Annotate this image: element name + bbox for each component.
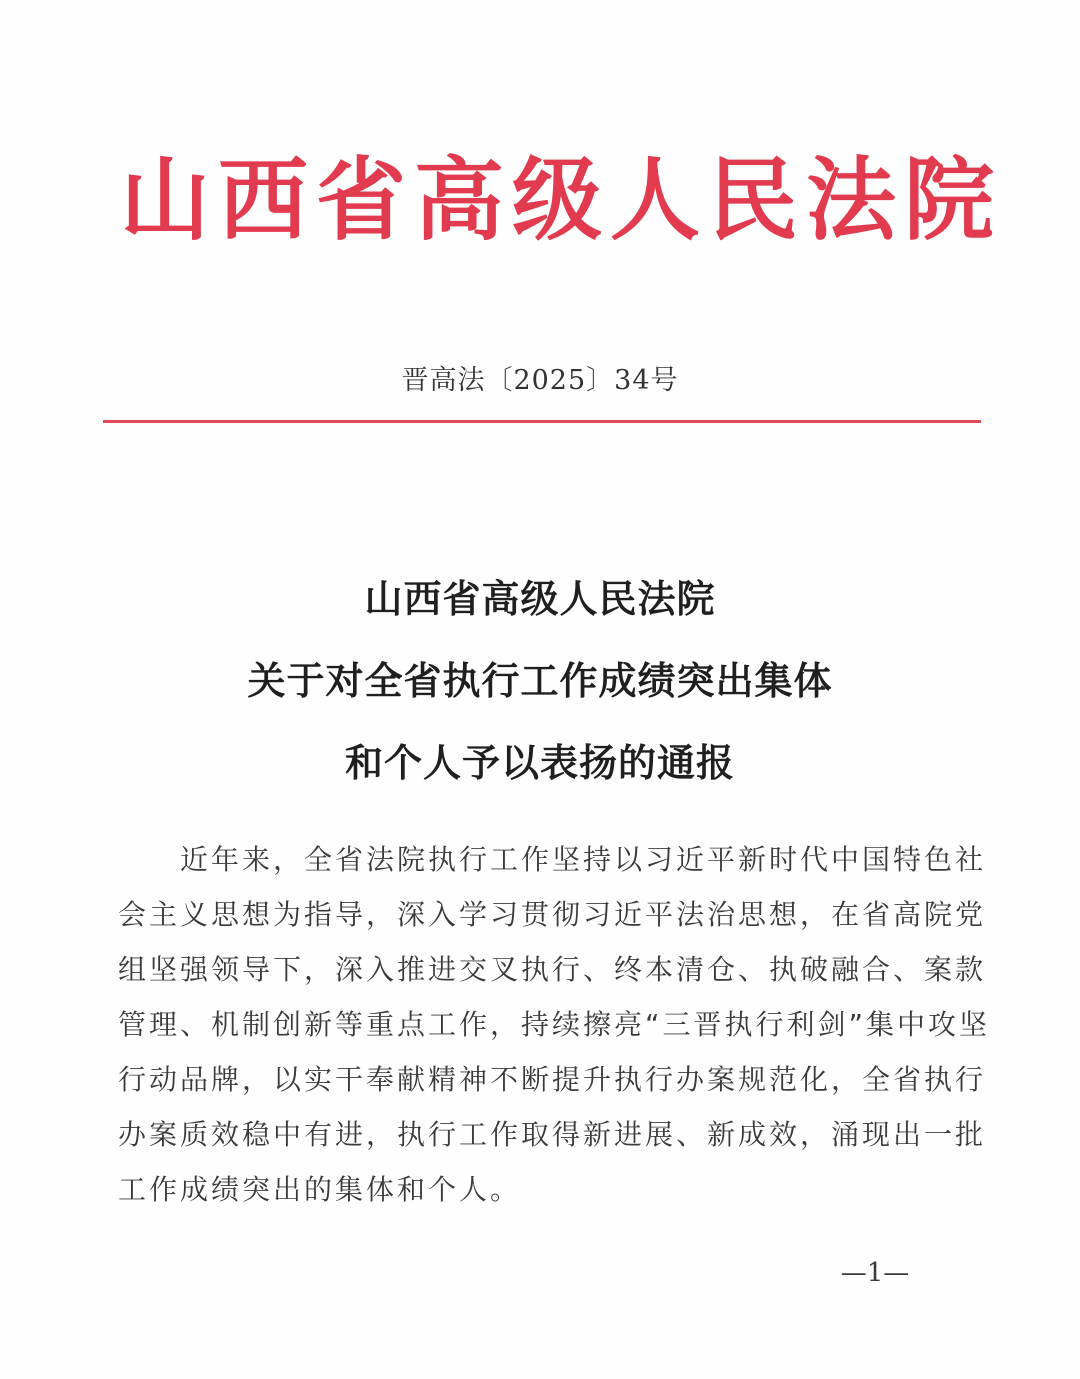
page-number: —1— — [840, 1258, 910, 1288]
document-title — [0, 558, 1080, 804]
document-number: 晋高法〔2025〕34号 — [401, 365, 679, 396]
body-line-3: 组坚强领导下，深入推进交叉执行、终本清仓、执破融合、案款 — [118, 953, 987, 986]
body-paragraph — [118, 832, 991, 1217]
issuer-masthead: 山西省高级人民法院 — [120, 147, 1002, 253]
body-line-5: 行动品牌，以实干奉献精神不断提升执行办案规范化，全省执行 — [118, 1063, 987, 1096]
body-line-2: 会主义思想为指导，深入学习贯彻习近平法治思想，在省高院党 — [118, 898, 987, 931]
title-line-3: 和个人予以表扬的通报 — [344, 740, 735, 785]
red-divider-line — [103, 420, 981, 423]
body-line-4: 管理、机制创新等重点工作，持续擦亮“三晋执行利剑”集中攻坚 — [118, 1008, 991, 1041]
title-line-2: 关于对全省执行工作成绩突出集体 — [247, 658, 833, 703]
body-line-6: 办案质效稳中有进，执行工作取得新进展、新成效，涌现出一批 — [118, 1118, 987, 1151]
body-line-7: 工作成绩突出的集体和个人。 — [118, 1173, 522, 1206]
body-line-1: 近年来，全省法院执行工作坚持以习近平新时代中国特色社 — [180, 843, 987, 876]
title-line-1: 山西省高级人民法院 — [364, 576, 716, 621]
